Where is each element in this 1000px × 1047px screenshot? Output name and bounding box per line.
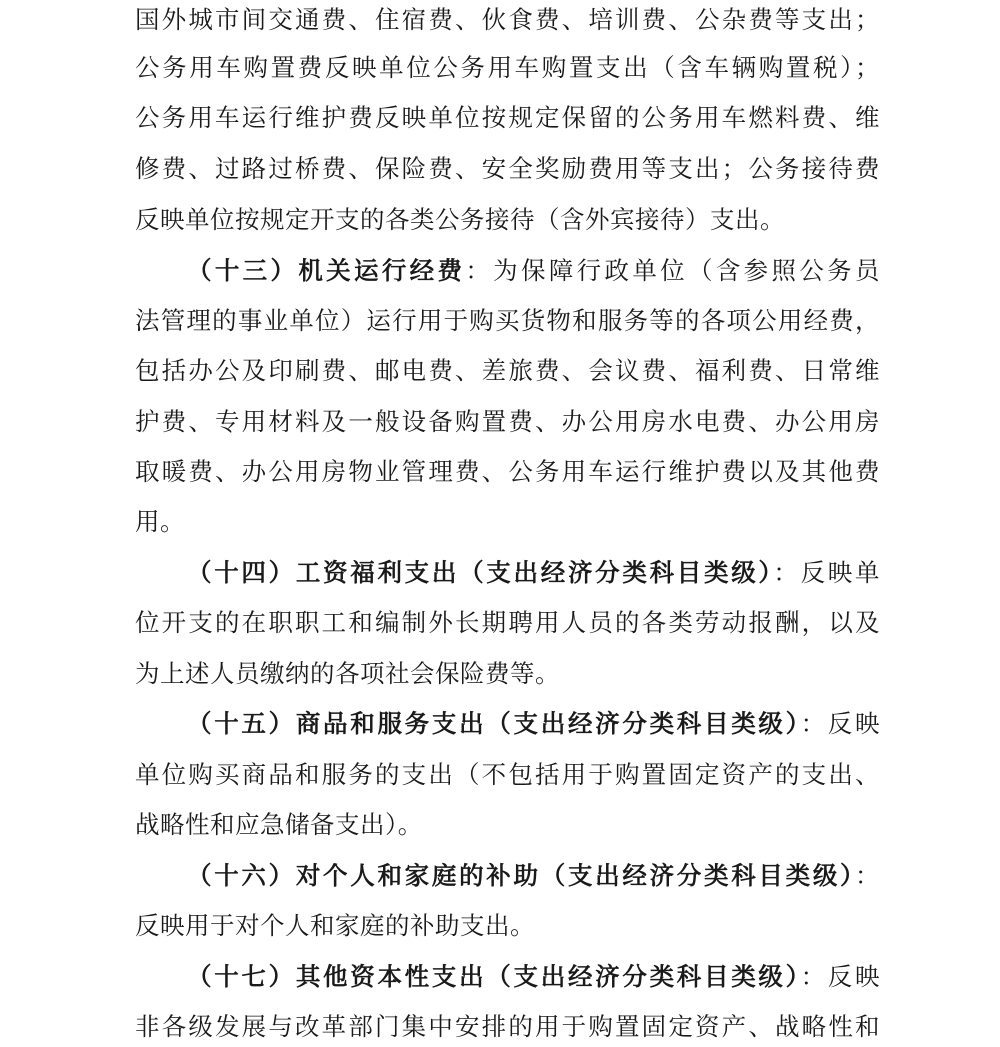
section-heading: （十四）工资福利支出（支出经济分类科目类级） [187, 558, 774, 587]
text-line: 战略性和应急储备支出）。 [135, 810, 423, 839]
text-line: 为上述人员缴纳的各项社会保险费等。 [135, 659, 560, 688]
section-heading: （十三）机关运行经费 [187, 256, 466, 285]
paragraph-first-line [187, 553, 880, 593]
text-line: 单位购买商品和服务的支出（不包括用于购置固定资产的支出、 [135, 760, 880, 789]
paragraph-first-line [187, 251, 880, 291]
section-heading: （十六）对个人和家庭的补助（支出经济分类科目类级） [187, 861, 855, 890]
text-line: 非各级发展与改革部门集中安排的用于购置固定资产、战略性和 [135, 1012, 880, 1041]
text-run: ：反映 [800, 962, 880, 991]
text-line: 护费、专用材料及一般设备购置费、办公用房水电费、办公用房 [135, 407, 880, 436]
section-heading: （十五）商品和服务支出（支出经济分类科目类级） [187, 709, 801, 738]
paragraph-first-line [187, 856, 880, 896]
section-heading: （十七）其他资本性支出（支出经济分类科目类级） [187, 962, 801, 991]
text-run: ： [855, 861, 880, 890]
paragraph-first-line [187, 704, 880, 744]
text-line: 取暖费、办公用房物业管理费、公务用车运行维护费以及其他费 [135, 457, 880, 486]
text-run: ：反映单 [773, 558, 881, 587]
text-line: 国外城市间交通费、住宿费、伙食费、培训费、公杂费等支出； [135, 5, 880, 34]
text-line: 用。 [135, 507, 185, 536]
text-run: ：反映 [800, 709, 880, 738]
text-line: 位开支的在职职工和编制外长期聘用人员的各类劳动报酬，以及 [135, 608, 880, 637]
text-line: 公务用车运行维护费反映单位按规定保留的公务用车燃料费、维 [135, 103, 880, 132]
text-line: 反映用于对个人和家庭的补助支出。 [135, 911, 535, 940]
text-line: 修费、过路过桥费、保险费、安全奖励费用等支出；公务接待费 [135, 154, 880, 183]
text-line: 反映单位按规定开支的各类公务接待（含外宾接待）支出。 [135, 205, 785, 234]
text-run: ：为保障行政单位（含参照公务员 [465, 256, 881, 285]
text-line: 包括办公及印刷费、邮电费、差旅费、会议费、福利费、日常维 [135, 356, 880, 385]
text-line: 公务用车购置费反映单位公务用车购置支出（含车辆购置税）； [135, 53, 880, 82]
text-line: 法管理的事业单位）运行用于购买货物和服务等的各项公用经费， [135, 306, 880, 335]
paragraph-first-line [187, 957, 880, 997]
